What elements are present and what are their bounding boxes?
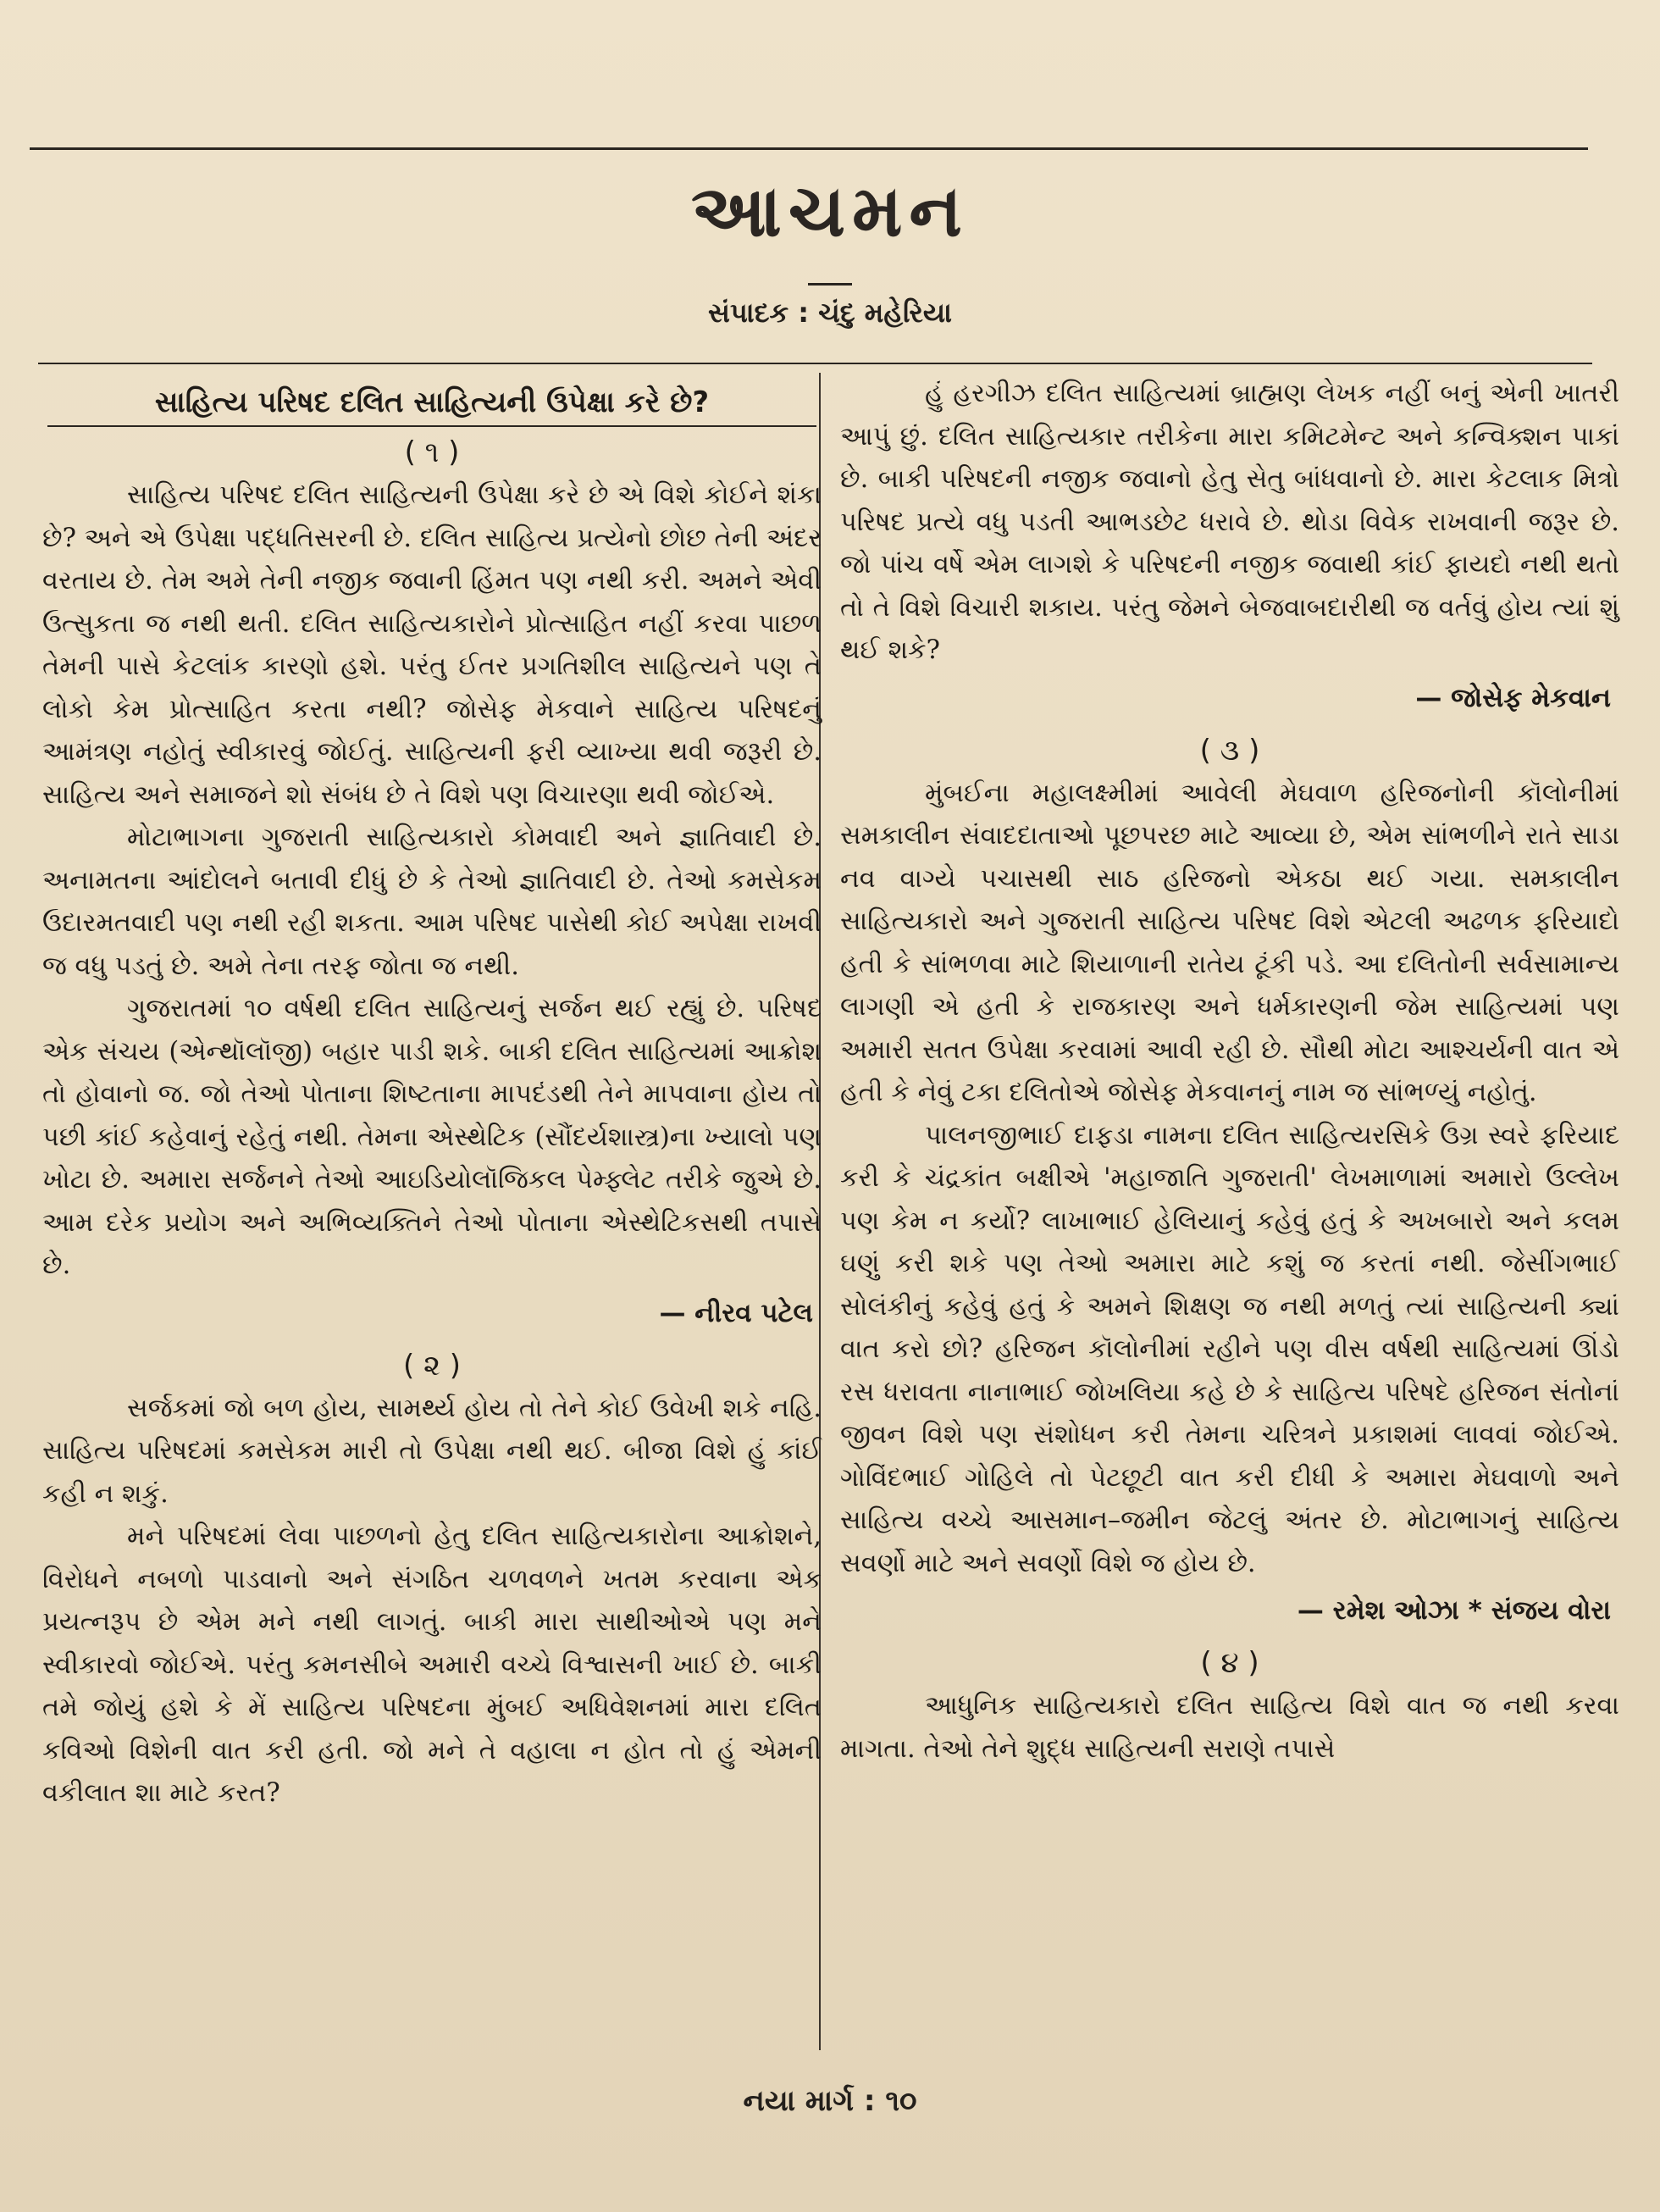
section-number-1: ( ૧ ) (404, 435, 460, 469)
section-3-paragraph: મુંબઈના મહાલક્ષ્મીમાં આવેલી મેઘવાળ હરિજનોની કૉલોનીમાં સમકાલીન સંવાદદાતાઓ પૂછપરછ માટે આવ્યા છે, એમ સાંભળીને રાતે સાડા નવ વાગ્યે પચાસથી સાઠ હરિજનો એકઠા થઈ ગયા. સમકાલીન સાહિત્યકારો અને ગુજરાતી સાહિત્ય પરિષદ વિશે એટલી અઢળક ફરિયાદો હતી કે સાંભળવા માટે શિયાળાની રાતેય ટૂંકી પડે. આ દલિતોની સર્વસામાન્ય લાગણી એ હતી કે રાજકારણ અને ધર્મકારણની જેમ સાહિત્યમાં પણ અમારી સતત ઉપેક્ષા કરવામાં આવી રહી છે. સૌથી મોટા આશ્ચર્યની વાત એ હતી કે નેવું ટકા દલિતોએ જોસેફ મેકવાનનું નામ જ સાંભળ્યું નહોતું. (840, 778, 1619, 1107)
right-column (840, 373, 1619, 2059)
author-signature: — રમેશ ઓઝા * સંજય વોરા (1297, 1595, 1611, 1626)
section-4-paragraph: આધુનિક સાહિત્યકારો દલિત સાહિત્ય વિશે વાત જ નથી કરવા માગતા. તેઓ તેને શુદ્ધ સાહિત્યની સરાણે તપાસે (840, 1691, 1619, 1764)
article-heading: સાહિત્ય પરિષદ દલિત સાહિત્યની ઉપેક્ષા કરે છે? (154, 385, 710, 419)
section-number-4: ( ૪ ) (1200, 1646, 1259, 1680)
author-signature: — નીરવ પટેલ (659, 1297, 813, 1328)
section-2-paragraph: મને પરિષદમાં લેવા પાછળનો હેતુ દલિત સાહિત્યકારોના આક્રોશને, વિરોધને નબળો પાડવાનો અને સંગઠિત ચળવળને ખતમ કરવાના એક પ્રયત્નરૂપ છે એમ મને નથી લાગતું. બાકી મારા સાથીઓએ પણ મને સ્વીકારવો જોઈએ. પરંતુ કમનસીબે અમારી વચ્ચે વિશ્વાસની ખાઈ છે. બાકી તમે જોયું હશે કે મેં સાહિત્ય પરિષદના મુંબઈ અધિવેશનમાં મારા દલિત કવિઓ વિશેની વાત કરી હતી. જો મને તે વહાલા ન હોત તો હું એમની વકીલાત શા માટે કરત? (42, 1522, 822, 1808)
heading-rule (47, 425, 816, 427)
section-1-paragraph: મોટાભાગના ગુજરાતી સાહિત્યકારો કોમવાદી અને જ્ઞાતિવાદી છે. અનામતના આંદોલને બતાવી દીધું છે કે તેઓ જ્ઞાતિવાદી છે. તેઓ કમસેકમ ઉદારમતવાદી પણ નથી રહી શકતા. આમ પરિષદ પાસેથી કોઈ અપેક્ષા રાખવી જ વધુ પડતું છે. અમે તેના તરફ જોતા જ નથી. (42, 823, 822, 981)
section-1-paragraph: ગુજરાતમાં ૧૦ વર્ષથી દલિત સાહિત્યનું સર્જન થઈ રહ્યું છે. પરિષદ એક સંચય (એન્થૉલૉજી) બહાર પાડી શકે. બાકી દલિત સાહિત્યમાં આક્રોશ તો હોવાનો જ. જો તેઓ પોતાના શિષ્ટતાના માપદંડથી તેને માપવાના હોય તો પછી કાંઈ કહેવાનું રહેતું નથી. તેમના એસ્થેટિક (સૌંદર્યશાસ્ત્ર)ના ખ્યાલો પણ ખોટા છે. અમારા સર્જનને તેઓ આઇડિયોલૉજિકલ પેમ્ફ્લેટ તરીકે જુએ છે. આમ દરેક પ્રયોગ અને અભિવ્યક્તિને તેઓ પોતાના એસ્થેટિકસથી તપાસે છે. (42, 994, 822, 1280)
editor-credit: સંપાદક : ચંદુ મહેરિયા (708, 297, 952, 329)
page-footer: નયા માર્ગ : ૧૦ (743, 2084, 917, 2118)
title-dash (808, 283, 852, 286)
author-signature: — જોસેફ મેકવાન (1415, 682, 1611, 713)
editor-rule (38, 363, 1592, 364)
column-title: આચમન (691, 169, 969, 252)
section-2-paragraph: હું હરગીઝ દલિત સાહિત્યમાં બ્રાહ્મણ લેખક નહીં બનું એની ખાતરી આપું છું. દલિત સાહિત્યકાર તરીકેના મારા કમિટમેન્ટ અને કન્વિક્શન પાકાં છે. બાકી પરિષદની નજીક જવાનો હેતુ સેતુ બાંધવાનો છે. મારા કેટલાક મિત્રો પરિષદ પ્રત્યે વધુ પડતી આભડછેટ ધરાવે છે. થોડા વિવેક રાખવાની જરૂર છે. જો પાંચ વર્ષે એમ લાગશે કે પરિષદની નજીક જવાથી કાંઈ ફાયદો નથી થતો તો તે વિશે વિચારી શકાય. પરંતુ જેમને બેજવાબદારીથી જ વર્તવું હોય ત્યાં શું થઈ શકે? (840, 379, 1619, 665)
section-1-paragraph: સાહિત્ય પરિષદ દલિત સાહિત્યની ઉપેક્ષા કરે છે એ વિશે કોઈને શંકા છે? અને એ ઉપેક્ષા પદ્ધતિસરની છે. દલિત સાહિત્ય પ્રત્યેનો છોછ તેની અંદર વરતાય છે. તેમ અમે તેની નજીક જવાની હિંમત પણ નથી કરી. અમને એવી ઉત્સુકતા જ નથી થતી. દલિત સાહિત્યકારોને પ્રોત્સાહિત નહીં કરવા પાછળ તેમની પાસે કેટલાંક કારણો હશે. પરંતુ ઈતર પ્રગતિશીલ સાહિત્યને પણ તે લોકો કેમ પ્રોત્સાહિત કરતા નથી? જોસેફ મેકવાને સાહિત્ય પરિષદનું આમંત્રણ નહોતું સ્વીકારવું જોઈતું. સાહિત્યની ફરી વ્યાખ્યા થવી જરૂરી છે. સાહિત્ય અને સમાજને શો સંબંધ છે તે વિશે પણ વિચારણા થવી જોઈએ. (42, 480, 822, 810)
section-3-paragraph: પાલનજીભાઈ દાફડા નામના દલિત સાહિત્યરસિકે ઉગ્ર સ્વરે ફરિયાદ કરી કે ચંદ્રકાંત બક્ષીએ 'મહાજાતિ ગુજરાતી' લેખમાળામાં અમારો ઉલ્લેખ પણ કેમ ન કર્યો? લાખાભાઈ હેલિયાનું કહેવું હતું કે અખબારો અને કલમ ઘણું કરી શકે પણ તેઓ અમારા માટે કશું જ કરતાં નથી. જેસીંગભાઈ સોલંકીનું કહેવું હતું કે અમને શિક્ષણ જ નથી મળતું ત્યાં સાહિત્યની ક્યાં વાત કરો છો? હરિજન કૉલોનીમાં રહીને પણ વીસ વર્ષથી સાહિત્યમાં ઊંડો રસ ધરાવતા નાનાભાઈ જોખલિયા કહે છે કે સાહિત્ય પરિષદે હરિજન સંતોનાં જીવન વિશે પણ સંશોધન કરી તેમના ચરિત્રને પ્રકાશમાં લાવવાં જોઈએ. ગોવિંદભાઈ ગોહિલે તો પેટછૂટી વાત કરી દીધી કે અમારા મેઘવાળો અને સાહિત્ય વચ્ચે આસમાન–જમીન જેટલું અંતર છે. મોટાભાગનું સાહિત્ય સવર્ણો માટે અને સવર્ણો વિશે જ હોય છે. (840, 1120, 1619, 1578)
top-rule (30, 147, 1588, 150)
section-2-paragraph: સર્જકમાં જો બળ હોય, સામર્થ્ય હોય તો તેને કોઈ ઉવેખી શકે નહિ. સાહિત્ય પરિષદમાં કમસેકમ મારી તો ઉપેક્ષા નથી થઈ. બીજા વિશે હું કાંઈ કહી ન શકું. (42, 1393, 822, 1509)
section-number-3: ( ૩ ) (1199, 733, 1260, 768)
section-number-2: ( ૨ ) (402, 1348, 462, 1383)
left-column (42, 373, 822, 2059)
